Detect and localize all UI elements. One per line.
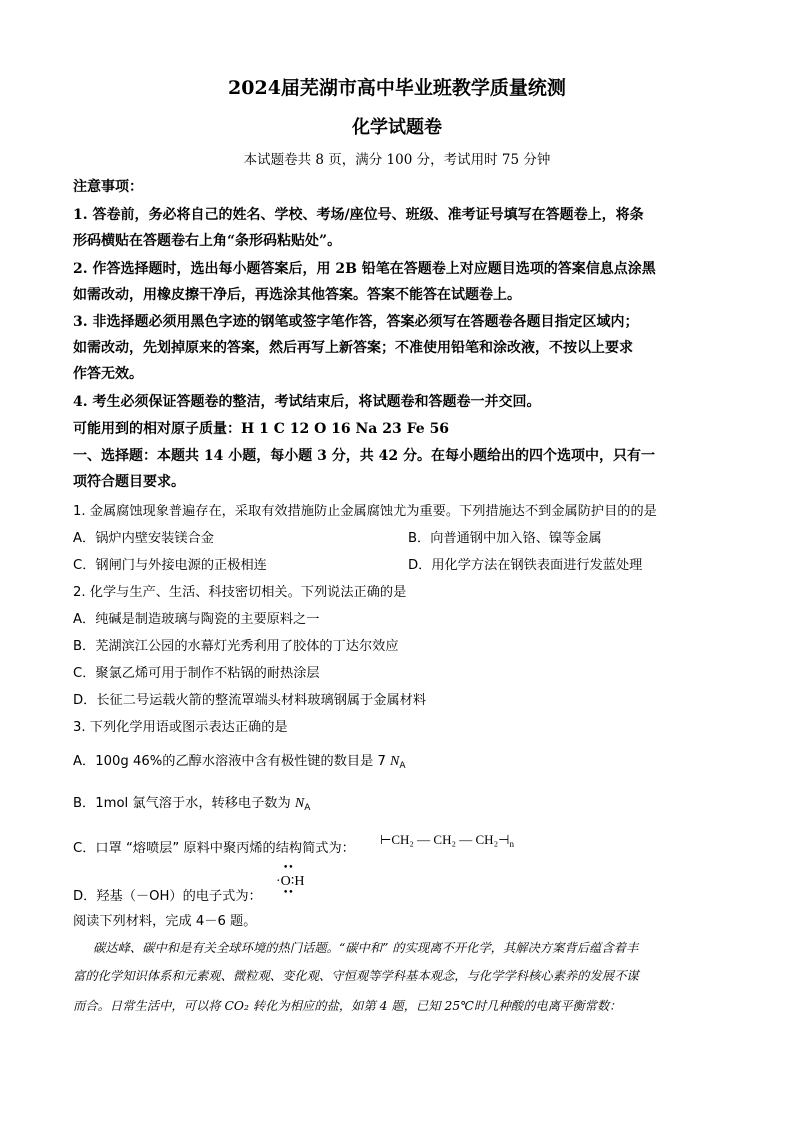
q2-option-d: D．长征二号运载火箭的整流罩端头材料玻璃钢属于金属材料 bbox=[73, 693, 427, 708]
reading-line-1: 碳达峰、碳中和是有关全球环境的热门话题。“碳中和” 的实现离不开化学，其解决方案背后蕴含着丰 bbox=[93, 941, 639, 955]
q1-option-d: D．用化学方法在钢铁表面进行发蓝处理 bbox=[408, 558, 643, 573]
avogadro-subscript: A bbox=[399, 761, 406, 771]
avogadro-symbol-b: N bbox=[294, 796, 305, 811]
q3-option-b: B．1mol 氯气溶于水，转移电子数为 $N_A$ bbox=[73, 796, 311, 813]
q2-option-a: A．纯碱是制造玻璃与陶瓷的主要原料之一 bbox=[73, 612, 320, 627]
atomic-masses: 可能用到的相对原子质量：H 1 C 12 O 16 Na 23 Fe 56 bbox=[73, 421, 450, 437]
hydroxyl-electron-formula: ·O∶H bbox=[276, 874, 305, 889]
lone-pair-dots-bottom: •• bbox=[283, 888, 294, 898]
notice-line-3: 2. 作答选择题时，选出每小题答案后，用 2B 铅笔在答题卷上对应题目选项的答案信息点涂黑 bbox=[73, 261, 656, 277]
avogadro-subscript-b: A bbox=[304, 803, 311, 813]
notice-line-2: 形码横贴在答题卷右上角“条形码粘贴处”。 bbox=[73, 233, 342, 249]
avogadro-symbol: N bbox=[390, 754, 400, 769]
notice-line-8: 4. 考生必须保证答题卷的整洁，考试结束后，将试题卷和答题卷一并交回。 bbox=[73, 394, 541, 410]
notice-line-4: 如需改动，用橡皮擦干净后，再选涂其他答案。答案不能答在试题卷上。 bbox=[73, 287, 521, 303]
notice-line-5: 3. 非选择题必须用黑色字迹的钢笔或签字笔作答，答案必须写在答题卷各题目指定区域内； bbox=[73, 314, 639, 330]
q3-option-c: C．口罩 “熔喷层” 原料中聚丙烯的结构简式为： bbox=[73, 841, 355, 856]
reading-line-2: 富的化学知识体系和元素观、微粒观、变化观、守恒观等学科基本观念，与化学学科核心素养的发展不谋 bbox=[73, 969, 639, 983]
section1-heading-cont: 项符合题目要求。 bbox=[73, 474, 185, 490]
q1-option-c: C．钢闸门与外接电源的正极相连 bbox=[73, 558, 267, 573]
reading-intro: 阅读下列材料，完成 4－6 题。 bbox=[73, 914, 257, 929]
q2-option-b: B．芜湖滨江公园的水幕灯光秀利用了胶体的丁达尔效应 bbox=[73, 639, 399, 654]
q3-option-a: A．100g 46%的乙醇水溶液中含有极性键的数目是 7 $N_A$ bbox=[73, 754, 406, 771]
q1-options-row1 bbox=[73, 527, 725, 546]
lone-pair-dots-top: •• bbox=[283, 863, 294, 873]
exam-subject: 化学试题卷 bbox=[352, 117, 442, 138]
q2-option-c: C．聚氯乙烯可用于制作不粘锅的耐热涂层 bbox=[73, 666, 320, 681]
q1-option-b: B．向普通钢中加入铬、镍等金属 bbox=[408, 531, 602, 546]
q3-stem: 3. 下列化学用语或图示表达正确的是 bbox=[73, 720, 288, 735]
q1-stem: 1. 金属腐蚀现象普遍存在，采取有效措施防止金属腐蚀尤为重要。下列措施达不到金属防护目的的是 bbox=[73, 504, 657, 519]
exam-info: 本试题卷共 8 页，满分 100 分，考试用时 75 分钟 bbox=[243, 152, 551, 168]
notice-line-7: 作答无效。 bbox=[73, 366, 143, 382]
notice-heading: 注意事项： bbox=[73, 179, 143, 195]
q3-option-d: D．羟基（－OH）的电子式为： bbox=[73, 889, 262, 904]
polypropylene-formula: ⊢CH₂ — CH₂ — $CH_2⊣_n$ bbox=[380, 832, 514, 849]
notice-line-6: 如需改动，先划掉原来的答案，然后再写上新答案；不准使用铅笔和涂改液，不按以上要求 bbox=[73, 340, 633, 356]
q1-option-a: A．锅炉内壁安装镁合金 bbox=[73, 531, 214, 546]
q2-stem: 2. 化学与生产、生活、科技密切相关。下列说法正确的是 bbox=[73, 585, 407, 600]
notice-line-1: 1. 答卷前，务必将自己的姓名、学校、考场/座位号、班级、准考证号填写在答题卷上，将条 bbox=[73, 207, 644, 223]
exam-title: 2024届芜湖市高中毕业班教学质量统测 bbox=[228, 77, 566, 99]
reading-line-3: 而合。日常生活中，可以将 CO₂ 转化为相应的盐，如第 4 题，已知 25℃时几种酸的电离平衡常数： bbox=[73, 999, 622, 1013]
q1-options-row2 bbox=[73, 554, 725, 573]
section1-heading: 一、选择题：本题共 14 小题，每小题 3 分，共 42 分。在每小题给出的四个选项中，只有一 bbox=[73, 448, 655, 464]
